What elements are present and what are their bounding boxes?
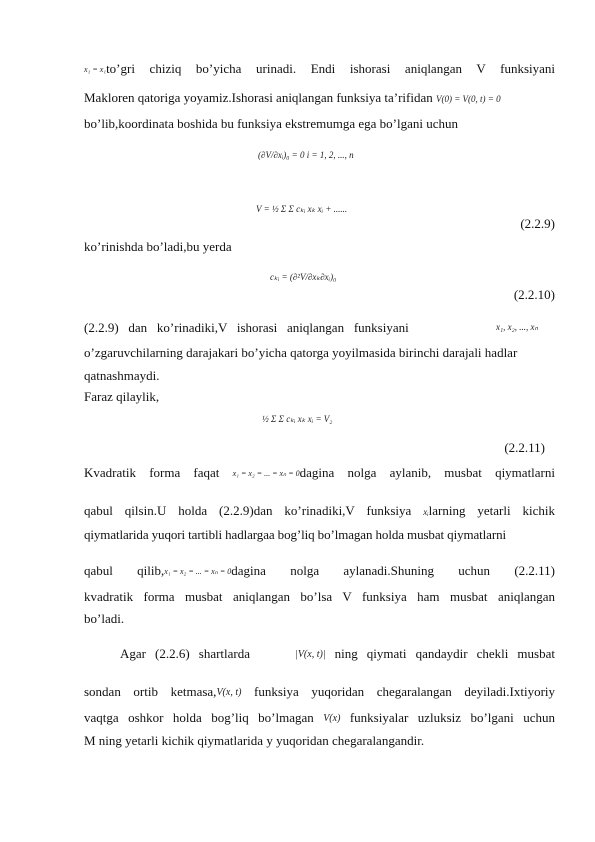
text-line-3: bo’lib,koordinata boshida bu funksiya ekstremumga ega bo’lgani uchun: [84, 116, 459, 131]
formula-all-zero-1: x₁ = x₂ = ... = xₙ = 0: [232, 469, 300, 479]
formula-xi: xᵢ: [423, 507, 429, 518]
text-line-9a: Kvadratik forma faqat: [84, 465, 220, 480]
paragraph-line-12: [84, 564, 555, 579]
text-line-12b: dagina nolga aylanadi.Shuning uchun (2.2.11): [231, 563, 556, 578]
paragraph-line-5: [84, 321, 555, 335]
formula-all-zero-2: x₁ = x₂ = ... = xₙ = 0: [164, 567, 232, 577]
formula-variables-list: x₁, x₂, ..., xₙ: [496, 322, 539, 332]
text-line-8: Faraz qilaylik,: [84, 389, 160, 404]
formula-v-xt: V(x, t): [216, 687, 242, 699]
text-line-15a: Agar (2.2.6) shartlarda: [120, 646, 251, 661]
text-line-1: to’gri chiziq bo’yicha urinadi. Endi ishorasi aniqlangan V funksiyani: [106, 61, 555, 76]
text-line-16a: sondan ortib ketmasa,: [84, 684, 217, 699]
paragraph-line-4: [84, 240, 555, 254]
formula-v-x: V(x): [323, 713, 341, 725]
formula-quadratic-form: ½ Σ Σ cₖᵢ xₖ xᵢ = V₂: [262, 414, 333, 424]
paragraph-line-15: [84, 647, 555, 662]
equation-number-2-2-10: (2.2.10): [513, 287, 555, 302]
paragraph-line-11: [84, 528, 555, 542]
text-line-7: qatnashmaydi.: [84, 368, 160, 383]
paragraph-line-3: [84, 117, 555, 131]
text-line-13: kvadratik forma musbat aniqlangan bo’lsa V funksiya ham musbat aniqlangan: [84, 589, 555, 604]
formula-v0: V(0) = V(0, t) = 0: [435, 94, 501, 105]
paragraph-line-6: [84, 346, 555, 360]
equation-number-2-2-9: (2.2.9): [520, 216, 555, 231]
paragraph-line-17: [84, 711, 555, 726]
text-line-15b: ning qiymati qandaydir chekli musbat: [334, 646, 555, 661]
paragraph-line-9: [84, 466, 555, 481]
formula-partial-derivative: (∂V/∂xᵢ)₀ = 0 i = 1, 2, ..., n: [258, 150, 354, 160]
formula-cki: cₖᵢ = (∂²V/∂xₖ∂xᵢ)₀: [270, 272, 337, 282]
text-line-17b: funksiyalar uzluksiz bo’lgani uchun: [349, 710, 555, 725]
paragraph-line-10: [84, 504, 555, 519]
paragraph-line-14: [84, 612, 555, 626]
text-line-12a: qabul qilib,: [84, 563, 165, 578]
text-line-2: Makloren qatoriga yoyamiz.Ishorasi aniqlangan funksiya ta’rifidan: [84, 90, 433, 105]
formula-x1-equals: x₁ = x₁: [84, 65, 107, 75]
paragraph-line-18: [84, 734, 555, 748]
text-line-6: o’zgaruvchilarning darajakari bo’yicha qatorga yoyilmasida birinchi darajali hadlar: [84, 345, 518, 360]
text-line-14: bo’ladi.: [84, 611, 125, 626]
paragraph-line-16: [84, 685, 555, 700]
formula-maclaurin-sum: V = ½ Σ Σ cₖᵢ xₖ xᵢ + ......: [256, 204, 348, 214]
text-line-9b: dagina nolga aylanib, musbat qiymatlarni: [299, 465, 555, 480]
equation-number-2-2-11: (2.2.11): [504, 440, 545, 455]
text-line-11: qiymatlarida yuqori tartibli hadlargaa bog’liq bo’lmagan holda musbat qiymatlarni: [84, 527, 506, 542]
paragraph-line-13: [84, 590, 555, 604]
text-line-17a: vaqtga oshkor holda bog’liq bo’lmagan: [84, 710, 314, 725]
paragraph-line-2: [84, 91, 555, 106]
paragraph-line-8: [84, 390, 555, 404]
text-line-18: M ning yetarli kichik qiymatlarida y yuqoridan chegaralangandir.: [84, 733, 425, 748]
paragraph-line-7: [84, 369, 555, 383]
text-line-5: (2.2.9) dan ko’rinadiki,V ishorasi aniqlangan funksiyani: [84, 320, 409, 335]
formula-abs-v: |V(x, t)|: [295, 649, 326, 661]
text-line-16b: funksiya yuqoridan chegaralangan deyiladi.Ixtiyoriy: [254, 684, 556, 699]
paragraph-line-1: [84, 62, 555, 77]
text-line-10a: qabul qilsin.U holda (2.2.9)dan ko’rinadiki,V funksiya: [84, 503, 412, 518]
text-line-10b: larning yetarli kichik: [428, 503, 555, 518]
text-line-4: ko’rinishda bo’ladi,bu yerda: [84, 239, 232, 254]
